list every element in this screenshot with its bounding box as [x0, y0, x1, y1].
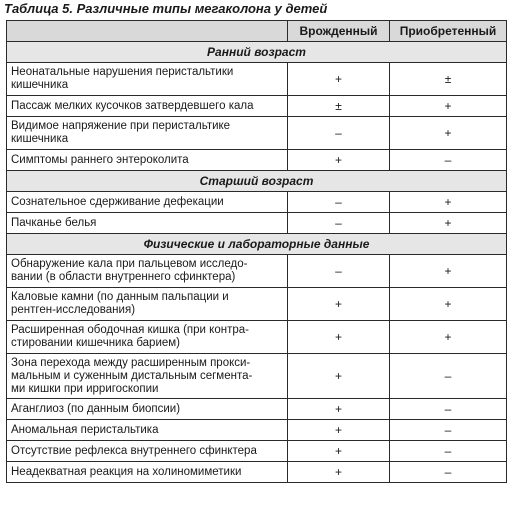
feature-cell: Обнаружение кала при пальцевом исследо- вании (в области внутреннего сфинктера): [7, 255, 288, 288]
acquired-cell: +: [390, 192, 507, 213]
congenital-cell: +: [288, 462, 390, 483]
table-row: [7, 462, 507, 483]
section-label: Ранний возраст: [7, 42, 507, 63]
feature-cell: Аномальная перистальтика: [7, 420, 288, 441]
feature-cell: Отсутствие рефлекса внутреннего сфинктера: [7, 441, 288, 462]
acquired-cell: +: [390, 288, 507, 321]
acquired-cell: +: [390, 213, 507, 234]
section-row: [7, 171, 507, 192]
feature-cell: Неадекватная реакция на холиномиметики: [7, 462, 288, 483]
header-congenital: Врожденный: [288, 21, 390, 42]
feature-cell: Неонатальные нарушения перистальтики кишечника: [7, 63, 288, 96]
table-row: [7, 354, 507, 399]
congenital-cell: +: [288, 321, 390, 354]
congenital-cell: –: [288, 213, 390, 234]
table-row: [7, 150, 507, 171]
congenital-cell: +: [288, 63, 390, 96]
megacolon-types-table: [6, 20, 507, 483]
acquired-cell: –: [390, 462, 507, 483]
table-row: [7, 321, 507, 354]
congenital-cell: +: [288, 441, 390, 462]
acquired-cell: +: [390, 255, 507, 288]
congenital-cell: +: [288, 150, 390, 171]
congenital-cell: ±: [288, 96, 390, 117]
feature-cell: Пачканье белья: [7, 213, 288, 234]
table-row: [7, 441, 507, 462]
feature-cell: Зона перехода между расширенным прокси- мальным и суженным дистальным сегмента- ми кишки при ирригоскопии: [7, 354, 288, 399]
acquired-cell: +: [390, 96, 507, 117]
section-label: Физические и лабораторные данные: [7, 234, 507, 255]
acquired-cell: –: [390, 399, 507, 420]
table-row: [7, 63, 507, 96]
table-row: [7, 399, 507, 420]
table-header-row: [7, 21, 507, 42]
table-row: [7, 96, 507, 117]
table-row: [7, 288, 507, 321]
congenital-cell: +: [288, 288, 390, 321]
feature-cell: Симптомы раннего энтероколита: [7, 150, 288, 171]
acquired-cell: –: [390, 441, 507, 462]
section-label: Старший возраст: [7, 171, 507, 192]
section-row: [7, 42, 507, 63]
feature-cell: Аганглиоз (по данным биопсии): [7, 399, 288, 420]
table-row: [7, 192, 507, 213]
section-row: [7, 234, 507, 255]
table-title: Таблица 5. Различные типы мегаколона у детей: [4, 1, 328, 16]
congenital-cell: –: [288, 192, 390, 213]
feature-cell: Пассаж мелких кусочков затвердевшего кала: [7, 96, 288, 117]
feature-cell: Расширенная ободочная кишка (при контра- стировании кишечника барием): [7, 321, 288, 354]
congenital-cell: +: [288, 399, 390, 420]
feature-cell: Видимое напряжение при перистальтике кишечника: [7, 117, 288, 150]
header-feature: [7, 21, 288, 42]
acquired-cell: –: [390, 420, 507, 441]
table-row: [7, 420, 507, 441]
acquired-cell: ±: [390, 63, 507, 96]
header-acquired: Приобретенный: [390, 21, 507, 42]
acquired-cell: +: [390, 117, 507, 150]
congenital-cell: –: [288, 255, 390, 288]
table-row: [7, 255, 507, 288]
feature-cell: Каловые камни (по данным пальпации и рентген-исследования): [7, 288, 288, 321]
congenital-cell: +: [288, 354, 390, 399]
table-body: [7, 42, 507, 483]
congenital-cell: –: [288, 117, 390, 150]
feature-cell: Сознательное сдерживание дефекации: [7, 192, 288, 213]
table-row: [7, 213, 507, 234]
acquired-cell: –: [390, 354, 507, 399]
table-row: [7, 117, 507, 150]
acquired-cell: +: [390, 321, 507, 354]
congenital-cell: +: [288, 420, 390, 441]
acquired-cell: –: [390, 150, 507, 171]
